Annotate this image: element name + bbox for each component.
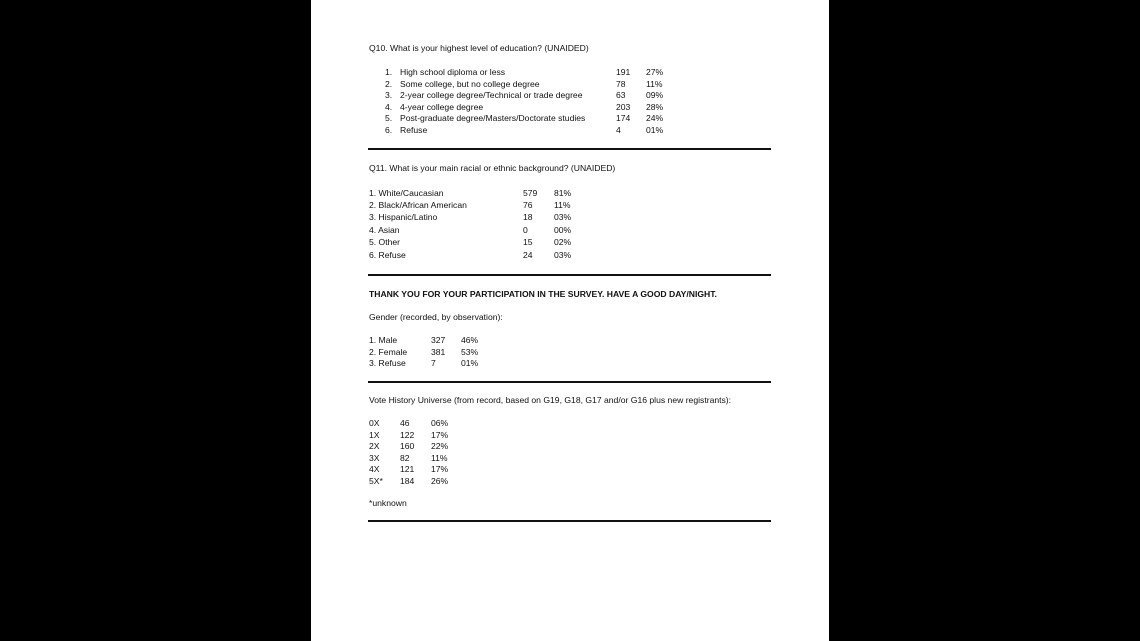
vote-history-heading: Vote History Universe (from record, based on G19, G18, G17 and/or G16 plus new registrants):: [369, 395, 732, 405]
section-divider: [368, 381, 771, 383]
q10-question: Q10. What is your highest level of education? (UNAIDED): [369, 43, 589, 53]
section-divider: [368, 148, 771, 150]
footnote: *unknown: [369, 498, 407, 508]
section-divider: [368, 274, 771, 276]
gender-heading: Gender (recorded, by observation):: [369, 312, 503, 322]
closing-statement: THANK YOU FOR YOUR PARTICIPATION IN THE SURVEY. HAVE A GOOD DAY/NIGHT.: [369, 289, 717, 299]
section-divider: [368, 520, 771, 522]
q11-question: Q11. What is your main racial or ethnic background? (UNAIDED): [369, 163, 616, 173]
document-page: Q10. What is your highest level of education? (UNAIDED) 1. High school diploma or less 191 27% 2. Some college, but no college degree 78 11% 3. 2-year college degree/Technical or trade degree 63 09% 4. 4-year college degree 203 28% 5. Post-graduate degree/Masters/Doctorate studies 174 24% 6. Refuse 4 01% Q11. What is your main racial or ethnic background? (UNAIDED) 1. White/Caucasian 579 81% 2. Black/African American 76 11% 3. Hispanic/Latino 18 03% 4. Asian 0 00% 5. Other 15 02% 6. Refuse 24 03% THANK YOU FOR YOUR PARTICIPATION IN THE SURVEY. HAVE A GOOD DAY/NIGHT. Gender (recorded, by observation): 1. Male 327 46% 2. Female 381 53% 3. Refuse 7 01% Vote History Universe (from record, based on G19, G18, G17 and/or G16 plus new registrants): 0X 46 06% 1X 122 17% 2X 160 22% 3X 82 11% 4X 121 17% 5X* 184 26% *unknown: [311, 0, 829, 641]
